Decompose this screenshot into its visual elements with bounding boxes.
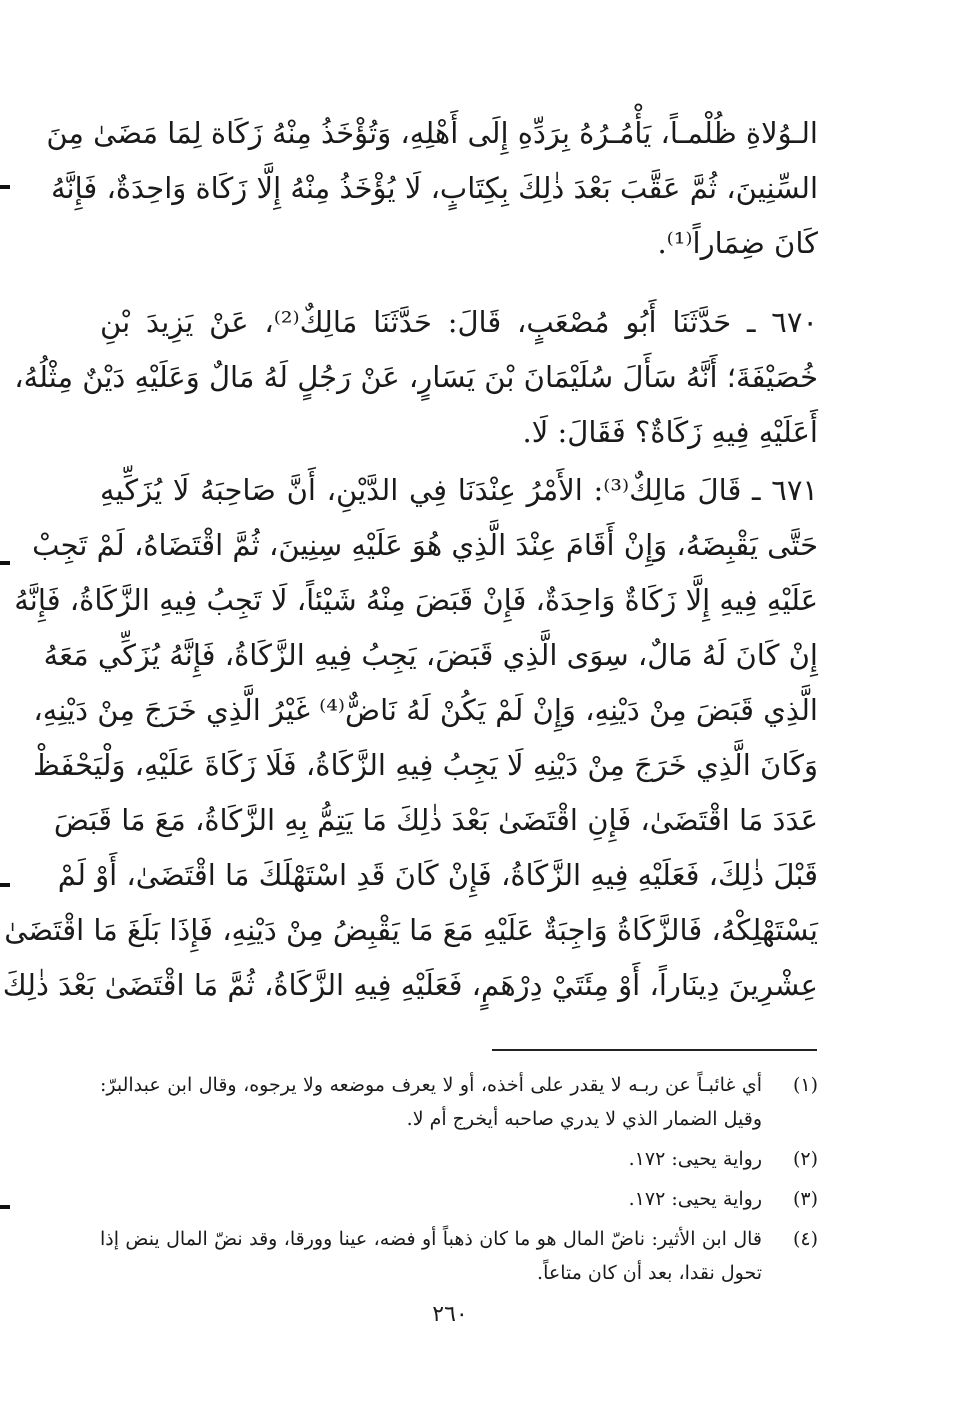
footnote-2 — [100, 1142, 818, 1176]
page-number: ٢٦٠ — [432, 1302, 468, 1327]
footnote-text: رواية يحيى: ١٧٢. — [628, 1188, 762, 1210]
text-line: أَعَلَيْهِ فِيهِ زَكَاةٌ؟ فَقَالَ: لَا. — [522, 415, 818, 449]
footnote-text: رواية يحيى: ١٧٢. — [628, 1148, 762, 1170]
text-line: عَلَيْهِ فِيهِ إِلَّا زَكَاةٌ وَاحِدَةٌ، فَإِنْ قَبَضَ مِنْهُ شَيْئاً، لَا تَجِبُ فِيهِ الزَّكَاةُ، فَإِنَّهُ — [14, 583, 818, 617]
paragraph-continuation — [46, 106, 818, 271]
text-line: عَدَدَ مَا اقْتَضَىٰ، فَإِنِ اقْتَضَىٰ بَعْدَ ذٰلِكَ مَا يَتِمُّ بِهِ الزَّكَاةُ، مَعَ مَا قَبَضَ — [53, 803, 818, 837]
footnote-number: (٢) — [792, 1148, 818, 1170]
paragraph-hadith-670 — [14, 295, 818, 460]
footnote-3 — [100, 1182, 818, 1216]
footnote-number: (٤) — [792, 1228, 818, 1250]
text-line: كَانَ ضِمَاراً⁽¹⁾. — [657, 226, 818, 260]
footnotes — [100, 1068, 818, 1296]
margin-mark — [0, 185, 10, 189]
text-line: الـوُلاةِ ظُلْمـاً، يَأْمُـرُهُ بِرَدِّهِ إِلَى أَهْلِهِ، وَتُؤْخَذُ مِنْهُ زَكَاة لِمَا مَضَىٰ مِنَ — [46, 116, 818, 150]
text-line: ٦٧١ ـ قَالَ مَالِكٌ⁽³⁾: الأَمْرُ عِنْدَنَا فِي الدَّيْنِ، أَنَّ صَاحِبَهُ لَا يُزَكِّيهِ — [100, 473, 818, 507]
margin-mark — [0, 883, 10, 887]
margin-mark — [0, 561, 10, 565]
footnote-number: (١) — [792, 1074, 818, 1096]
text-line: يَسْتَهْلِكْهُ، فَالزَّكَاةُ وَاجِبَةٌ عَلَيْهِ مَعَ مَا يَقْبِضُ مِنْ دَيْنِهِ، فَإِذَا بَلَغَ مَا اقْتَضَىٰ — [4, 913, 818, 947]
text-line: الَّذِي قَبَضَ مِنْ دَيْنِهِ، وَإِنْ لَمْ يَكُنْ لَهُ نَاضٌّ⁽⁴⁾ غَيْرُ الَّذِي خَرَجَ مِنْ دَيْنِهِ، — [33, 693, 818, 727]
paragraph-hadith-671 — [2, 463, 818, 1013]
footnote-1 — [100, 1068, 818, 1136]
footnote-text: أي غائبـاً عن ربـه لا يقدر على أخذه، أو لا يعرف موضعه ولا يرجوه، وقال ابن عبدالبرّ: وقيل الضمار الذي لا يدري صاحبه أيخرج أم لا. — [100, 1074, 762, 1130]
text-line: إِنْ كَانَ لَهُ مَالٌ، سِوَى الَّذِي قَبَضَ، يَجِبُ فِيهِ الزَّكَاةُ، فَإِنَّهُ يُزَكِّي مَعَهُ — [43, 638, 818, 672]
text-line: عِشْرِينَ دِينَاراً، أَوْ مِئَتَيْ دِرْهَمٍ، فَعَلَيْهِ فِيهِ الزَّكَاةُ، ثُمَّ مَا اقْتَضَىٰ بَعْدَ ذٰلِكَ — [2, 968, 818, 1002]
margin-mark — [0, 1205, 10, 1209]
text-line: قَبْلَ ذٰلِكَ، فَعَلَيْهِ فِيهِ الزَّكَاةُ، فَإِنْ كَانَ قَدِ اسْتَهْلَكَ مَا اقْتَضَىٰ، أَوْ لَمْ — [57, 858, 818, 892]
text-line: السِّنِينَ، ثُمَّ عَقَّبَ بَعْدَ ذٰلِكَ بِكِتَابٍ، لَا يُؤْخَذُ مِنْهُ إِلَّا زَكَاة وَاحِدَةٌ، فَإِنَّهُ — [50, 171, 818, 205]
footnote-4 — [100, 1222, 818, 1290]
text-line: ٦٧٠ ـ حَدَّثَنَا أَبُو مُصْعَبٍ، قَالَ: حَدَّثَنَا مَالِكٌ⁽²⁾، عَنْ يَزِيدَ بْنِ — [100, 305, 818, 339]
text-line: وَكَانَ الَّذِي خَرَجَ مِنْ دَيْنِهِ لَا يَجِبُ فِيهِ الزَّكَاةُ، فَلَا زَكَاةَ عَلَيْهِ، وَلْيَحْفَظْ — [32, 748, 818, 782]
text-line: خُصَيْفَةَ؛ أَنَّهُ سَأَلَ سُلَيْمَانَ بْنَ يَسَارٍ، عَنْ رَجُلٍ لَهُ مَالٌ وَعَلَيْهِ دَيْنٌ مِثْلُهُ، — [14, 360, 818, 394]
footnote-separator — [492, 1049, 817, 1051]
footnote-text: قال ابن الأثير: ناضّ المال هو ما كان ذهباً أو فضه، عينا وورقا، وقد نضّ المال ينض إذا تحول نقدا، بعد أن كان متاعاً. — [100, 1228, 762, 1284]
footnote-number: (٣) — [792, 1188, 818, 1210]
text-line: حَتَّى يَقْبِضَهُ، وَإِنْ أَقَامَ عِنْدَ الَّذِي هُوَ عَلَيْهِ سِنِينَ، ثُمَّ اقْتَضَاهُ، لَمْ تَجِبْ — [32, 528, 818, 562]
